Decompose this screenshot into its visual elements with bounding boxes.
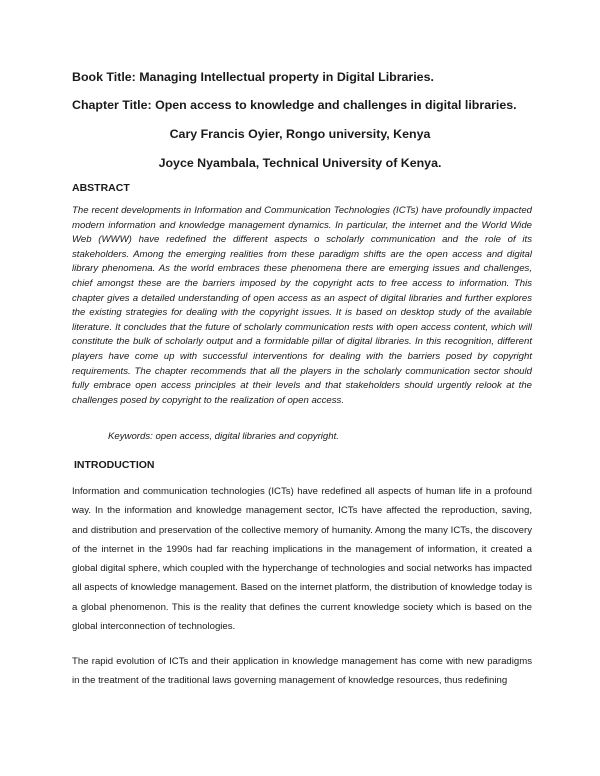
- abstract-body: The recent developments in Information and Communication Technologies (ICTs) have profoundly impacted modern information and knowledge management dynamics. In particular, the internet and the World Wide Web (WWW) have redefined the different aspects o scholarly communication and the role of its stakeholders. Among the emerging realities from these paradigm shifts are the open access and digital library phenomena. As the world embraces these phenomena there are emerging issues and challenges, chief amongst these are the barriers imposed by the copyright acts to free access to information. This chapter gives a detailed understanding of open access as an aspect of digital libraries and further explores the existing strategies for dealing with the copyright issues. It is based on desktop study of the available literature. It concludes that the future of scholarly communication rests with open access content, which will constitute the bulk of scholarly output and a formidable pillar of digital libraries. In this recognition, different players have come up with successful interventions for dealing with the barriers posed by copyright requirements. The chapter recommends that all the players in the scholarly communication sector should fully embrace open access principles at their levels and that stakeholders should urgently relook at the challenges posed by copyright to the realization of open access.: [72, 205, 532, 406]
- author-line-2: Joyce Nyambala, Technical University of Kenya.: [158, 156, 442, 170]
- introduction-paragraph-1: Information and communication technologies (ICTs) have redefined all aspects of human life in a profound way. In the information and knowledge management sector, ICTs have affected the reproduction, saving, and distribution and preservation of the collective memory of humanity. Among the many ICTs, the discovery of the internet in the 1990s had far reaching implications in the management of information, it created a global digital sphere, which coupled with the hyperchange of technologies and social networks has impacted all aspects of knowledge management. Based on the internet platform, the distribution of knowledge today is a global phenomenon. This is the reality that defines the current knowledge society which is based on the global interconnection of technologies.: [72, 486, 532, 633]
- introduction-heading: INTRODUCTION: [74, 459, 155, 471]
- chapter-title: Chapter Title: Open access to knowledge and challenges in digital libraries.: [72, 98, 517, 112]
- abstract-heading: ABSTRACT: [72, 182, 130, 194]
- book-title: Book Title: Managing Intellectual property in Digital Libraries.: [72, 70, 434, 84]
- keywords: Keywords: open access, digital libraries and copyright.: [108, 431, 339, 442]
- author-line-1: Cary Francis Oyier, Rongo university, Kenya: [169, 127, 431, 141]
- introduction-paragraph-2: The rapid evolution of ICTs and their application in knowledge management has come with new paradigms in the treatment of the traditional laws governing management of knowledge resources, thus redefining: [72, 656, 532, 687]
